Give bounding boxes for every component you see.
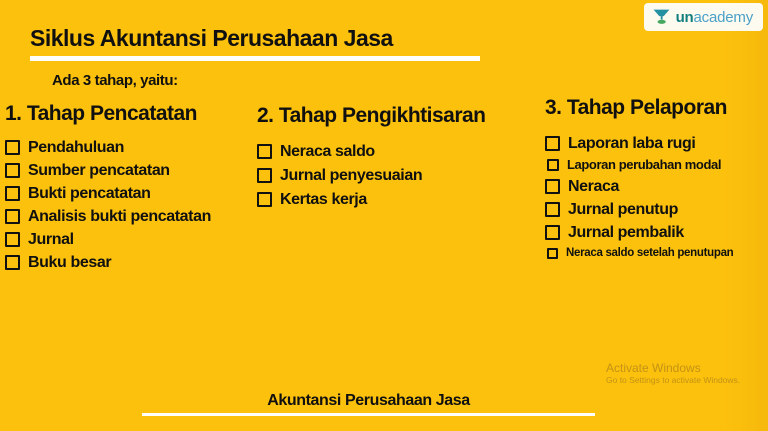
checkbox-icon bbox=[5, 232, 20, 247]
checklist-item bbox=[5, 184, 255, 203]
checklist-item-label: Laporan laba rugi bbox=[568, 135, 696, 152]
windows-activation-watermark bbox=[606, 361, 740, 386]
column-heading: 3. Tahap Pelaporan bbox=[545, 96, 727, 119]
column-tahap-pelaporan bbox=[545, 96, 767, 265]
checklist-item-label: Jurnal penyesuaian bbox=[280, 167, 423, 184]
checklist-item bbox=[545, 246, 767, 261]
checklist-item bbox=[5, 253, 255, 272]
logo-academy-text: academy bbox=[693, 8, 753, 26]
unacademy-wordmark bbox=[676, 9, 753, 26]
checklist-item-label: Jurnal penutup bbox=[568, 201, 678, 218]
checkbox-icon bbox=[257, 168, 272, 183]
checkbox-icon bbox=[547, 159, 559, 171]
checkbox-icon bbox=[545, 136, 560, 151]
checklist-item bbox=[545, 134, 767, 153]
checkbox-icon bbox=[5, 209, 20, 224]
logo-un-text: un bbox=[675, 8, 694, 26]
column-tahap-pengikhtisaran bbox=[257, 104, 539, 214]
checkbox-icon bbox=[5, 186, 20, 201]
checklist-item-label: Sumber pencatatan bbox=[28, 162, 170, 179]
column-heading: 1. Tahap Pencatatan bbox=[5, 102, 198, 125]
checklist-item-label: Jurnal pembalik bbox=[568, 224, 684, 241]
checklist-item-label: Neraca saldo bbox=[280, 143, 375, 160]
checkbox-icon bbox=[545, 202, 560, 217]
page-title: Siklus Akuntansi Perusahaan Jasa bbox=[30, 25, 393, 51]
checklist-item-label: Neraca saldo setelah penutupan bbox=[566, 247, 734, 259]
checkbox-icon bbox=[5, 140, 20, 155]
checklist-item bbox=[5, 138, 255, 157]
checklist-item-label: Pendahuluan bbox=[28, 139, 125, 156]
checklist-item bbox=[545, 177, 767, 196]
checkbox-icon bbox=[545, 179, 560, 194]
checkbox-icon bbox=[5, 255, 20, 270]
unacademy-logo bbox=[644, 3, 763, 31]
checkbox-icon bbox=[257, 192, 272, 207]
checklist-item-label: Buku besar bbox=[28, 254, 112, 271]
checkbox-icon bbox=[547, 248, 558, 259]
watermark-line2: Go to Settings to activate Windows. bbox=[606, 375, 741, 385]
footer-caption: Akuntansi Perusahaan Jasa bbox=[267, 392, 470, 409]
checklist-item bbox=[257, 142, 539, 161]
checklist-item bbox=[545, 200, 767, 219]
checklist-item bbox=[545, 157, 767, 173]
checklist-item bbox=[5, 207, 255, 226]
watermark-line1: Activate Windows bbox=[606, 361, 701, 375]
checklist-item bbox=[545, 223, 767, 242]
checklist-item-label: Kertas kerja bbox=[280, 191, 367, 208]
column-heading: 2. Tahap Pengikhtisaran bbox=[257, 104, 486, 127]
checklist-item-label: Bukti pencatatan bbox=[28, 185, 151, 202]
checklist-item-label: Laporan perubahan modal bbox=[567, 157, 722, 172]
checklist-item bbox=[257, 166, 539, 185]
checkbox-icon bbox=[257, 144, 272, 159]
subtitle: Ada 3 tahap, yaitu: bbox=[52, 72, 178, 89]
footer bbox=[142, 392, 595, 416]
checklist-item bbox=[257, 190, 539, 209]
title-underline bbox=[30, 56, 480, 61]
checklist-item bbox=[5, 161, 255, 180]
checklist-item bbox=[5, 230, 255, 249]
column-tahap-pencatatan bbox=[5, 102, 255, 276]
checklist-item-label: Analisis bukti pencatatan bbox=[28, 208, 211, 225]
checkbox-icon bbox=[5, 163, 20, 178]
checklist-item-label: Jurnal bbox=[28, 231, 74, 248]
checkbox-icon bbox=[545, 225, 560, 240]
unacademy-glass-icon bbox=[652, 8, 671, 27]
checklist-item-label: Neraca bbox=[568, 178, 619, 195]
